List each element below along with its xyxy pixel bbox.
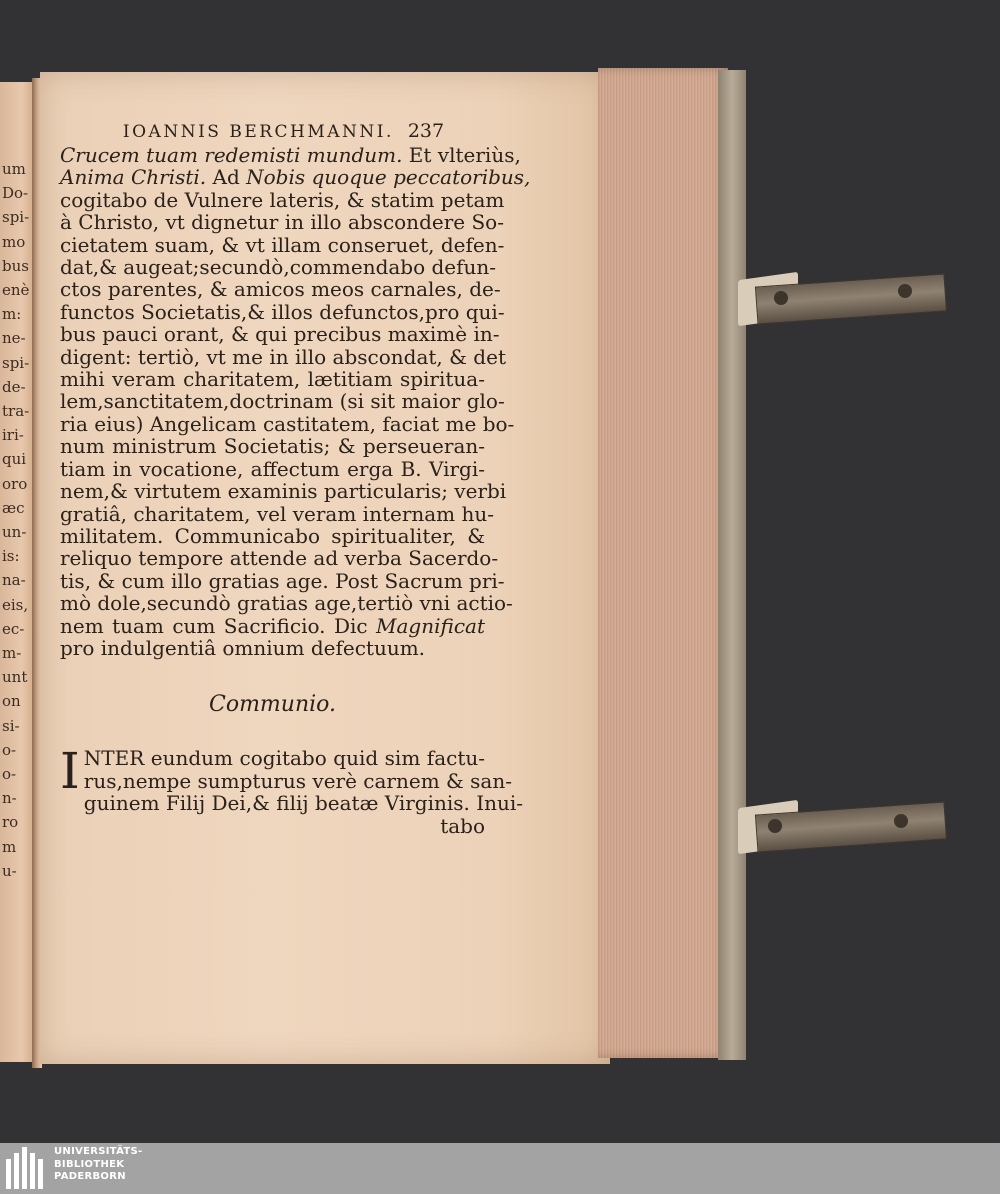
running-header xyxy=(82,118,485,144)
left-page-text-fragment: æc xyxy=(2,498,25,517)
left-page-text-fragment: m xyxy=(2,837,17,856)
text-span: Anima Christi. xyxy=(60,165,207,190)
left-page-text-fragment: iri- xyxy=(2,426,24,445)
text-span: cietatem suam, & vt illam conseruet, defen- xyxy=(60,232,505,257)
book-cover-edge xyxy=(718,70,746,1060)
page-fore-edge xyxy=(598,68,728,1058)
page-text xyxy=(60,118,531,838)
clasp-upper xyxy=(738,262,948,332)
left-page-text-fragment: ne- xyxy=(2,329,26,348)
left-page-text-fragment: ec- xyxy=(2,619,25,638)
text-line xyxy=(60,479,507,504)
text-line xyxy=(60,299,505,324)
left-page-text-fragment: mo xyxy=(2,232,26,251)
text-span: à Christo, vt dignetur in illo abscondere So- xyxy=(60,210,504,235)
text-line xyxy=(60,568,505,593)
left-page-fragment xyxy=(0,82,36,1062)
text-span: cogitabo de Vulnere lateris, & statim petam xyxy=(60,187,505,212)
clasp-lower xyxy=(738,790,948,860)
text-span: Crucem tuam redemisti mundum. xyxy=(60,143,403,167)
text-line xyxy=(60,255,497,280)
text-span: tiam in vocatione, affectum erga B. Virgi- xyxy=(60,456,485,481)
text-span: mihi veram charitatem, lætitiam spiritua- xyxy=(60,367,485,392)
text-line xyxy=(60,411,515,436)
library-name xyxy=(54,1146,143,1184)
left-page-text-fragment: is: xyxy=(2,547,20,566)
left-page-text-fragment: oro xyxy=(2,474,28,493)
left-page-text-fragment: enè xyxy=(2,281,30,299)
section-title: Communio. xyxy=(208,692,337,718)
left-page-text-fragment: qui xyxy=(2,450,27,469)
left-page-text-fragment: un- xyxy=(2,523,27,541)
text-span: Nobis quoque peccatoribus, xyxy=(246,165,531,190)
left-page-text-fragment: si- xyxy=(2,716,20,735)
section-paragraph xyxy=(60,742,524,816)
text-span: dat,& augeat;secundò,commendabo defun- xyxy=(60,255,497,280)
left-page-text-fragment: Do- xyxy=(2,184,29,203)
text-span: digent: tertiò, vt me in illo abscondat, & det xyxy=(60,344,506,369)
left-page-text-fragment: n- xyxy=(2,789,17,808)
text-line xyxy=(60,546,499,571)
left-page-text-fragment: o- xyxy=(2,740,17,759)
text-line xyxy=(60,187,505,212)
text-line xyxy=(60,389,505,414)
left-page-text-fragment: on xyxy=(2,692,21,711)
text-line xyxy=(60,143,521,167)
text-line xyxy=(60,525,485,547)
left-page-text-fragment: ro xyxy=(2,813,19,832)
text-line xyxy=(60,322,500,347)
text-span: ctos parentes, & amicos meos carnales, de- xyxy=(60,277,501,302)
text-line: rus,nempe sumpturus verè carnem & san- xyxy=(83,768,512,793)
text-line xyxy=(60,637,485,659)
page-number: 237 xyxy=(407,120,445,142)
text-span: nem tuam cum Sacrificio. Dic xyxy=(60,613,377,638)
text-span: num ministrum Societatis; & perseueran- xyxy=(60,434,485,459)
left-page-text-fragment: u- xyxy=(2,861,17,880)
text-span: Magnificat xyxy=(376,613,485,638)
text-line xyxy=(60,232,505,257)
left-page-text-fragment: m: xyxy=(2,305,22,324)
left-page-text-fragment: bus xyxy=(2,256,29,275)
library-footer xyxy=(0,1143,1000,1194)
text-line xyxy=(60,458,485,480)
text-span: militatem. Communicabo spiritualiter, & xyxy=(60,523,485,548)
text-line xyxy=(60,210,504,235)
text-line: NTER eundum cogitabo quid sim factu- xyxy=(83,746,485,771)
body-paragraph xyxy=(60,143,531,660)
left-page-text-fragment: spi- xyxy=(2,208,30,227)
text-span: nem,& virtutem examinis particularis; verbi xyxy=(60,479,507,504)
text-span: pro indulgentiâ omnium defectuum. xyxy=(60,635,426,660)
left-page-text-fragment: eis, xyxy=(2,595,29,614)
left-page-text-fragment: unt xyxy=(2,668,28,687)
text-span: Ad xyxy=(206,165,247,190)
library-name-line: PADERBORN xyxy=(54,1171,126,1182)
left-page-text-fragment: na- xyxy=(2,571,26,590)
library-name-line: BIBLIOTHEK xyxy=(54,1158,125,1170)
text-line xyxy=(60,277,501,302)
library-name-line: UNIVERSITÄTS- xyxy=(54,1146,143,1157)
text-span: ria eius) Angelicam castitatem, faciat me bo- xyxy=(60,411,515,436)
text-line xyxy=(60,591,513,616)
text-span: bus pauci orant, & qui precibus maximè in- xyxy=(60,322,500,347)
text-span: gratiâ, charitatem, vel veram internam hu- xyxy=(60,501,495,526)
left-page-text-fragment: m- xyxy=(2,644,22,662)
text-span: Et vlteriùs, xyxy=(402,143,521,167)
left-page-text-fragment: um xyxy=(2,160,26,178)
text-line xyxy=(60,435,485,457)
left-page-text-fragment: spi- xyxy=(2,353,30,372)
text-span: tis, & cum illo gratias age. Post Sacrum pri- xyxy=(60,568,505,593)
text-line xyxy=(60,615,485,637)
text-span: functos Societatis,& illos defunctos,pro qui- xyxy=(60,299,505,324)
text-span: mò dole,secundò gratias age,tertiò vni actio- xyxy=(60,591,513,616)
text-line xyxy=(60,165,531,190)
text-span: reliquo tempore attende ad verba Sacerdo- xyxy=(60,546,499,571)
text-line xyxy=(60,368,485,390)
text-span: lem,sanctitatem,doctrinam (si sit maior glo- xyxy=(60,389,505,414)
text-line xyxy=(60,344,506,369)
drop-cap: I xyxy=(60,742,80,801)
text-line xyxy=(60,501,495,526)
running-header-title: IOANNIS BERCHMANNI. xyxy=(122,122,394,142)
library-logo-icon xyxy=(6,1147,50,1189)
left-page-text-fragment: o- xyxy=(2,765,17,783)
left-page-text-fragment: de- xyxy=(2,377,26,396)
catchword: tabo xyxy=(440,813,485,838)
text-line: guinem Filij Dei,& filij beatæ Virginis. Inui- xyxy=(83,791,524,816)
left-page-text-fragment: tra- xyxy=(2,402,30,420)
